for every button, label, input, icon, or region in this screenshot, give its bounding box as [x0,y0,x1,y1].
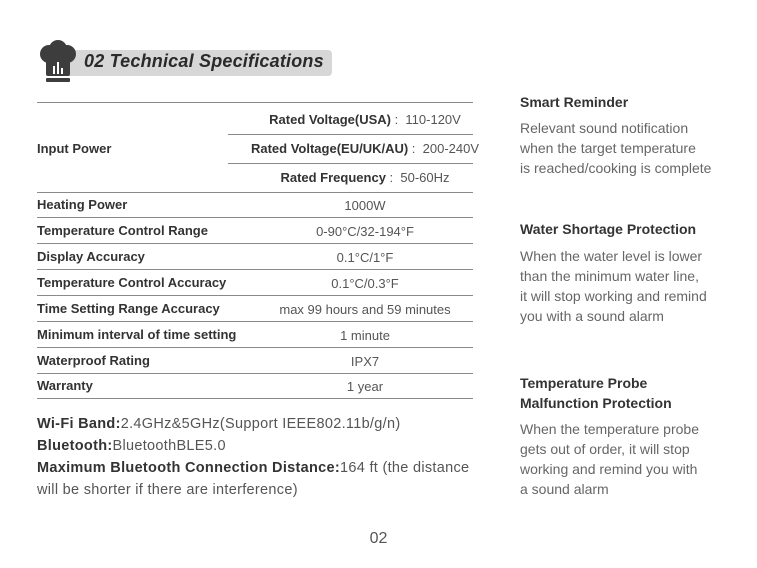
input-power-subrule [228,163,473,164]
section-title: 02 Technical Specifications [84,51,324,71]
spec-label: Time Setting Range Accuracy [37,301,220,316]
spec-value: max 99 hours and 59 minutes [279,302,451,317]
feature-line: Relevant sound notification [520,120,689,136]
feature-line: when the target temperature [520,140,696,156]
spec-row: Rated Voltage(USA) : 110-120V [269,112,461,127]
feature-line: gets out of order, it will stop [520,441,690,457]
spec-value: 1 minute [340,328,390,343]
bluetooth-label: Bluetooth: [37,438,113,454]
spec-label: Temperature Control Accuracy [37,275,227,290]
spec-label: Waterproof Rating [37,353,150,368]
spec-value: 1000W [344,198,386,213]
spec-row: Rated Frequency : 50-60Hz [280,170,450,185]
feature-title: Malfunction Protection [520,395,672,411]
spec-value: 1 year [346,379,384,394]
spec-key: Rated Voltage(EU/UK/AU) [250,141,409,156]
spec-value: 200-240V [422,141,480,156]
table-rule [37,347,473,348]
bluetooth-value: BluetoothBLE5.0 [112,438,226,454]
feature-body [520,118,720,178]
spec-label: Heating Power [37,197,128,212]
spec-value: 0.1°C/1°F [336,250,394,265]
feature-line: is reached/cooking is complete [520,160,712,176]
table-rule [37,243,473,244]
feature-line: working and remind you with [520,461,698,477]
wifi-band-value: 2.4GHz&5GHz(Support IEEE802.11b/g/n) [120,416,401,432]
table-rule [37,192,473,193]
table-rule [37,321,473,322]
spec-label: Warranty [37,378,93,393]
feature-line: When the water level is lower [520,248,703,264]
wifi-band [37,416,400,432]
feature-line: When the temperature probe [520,421,699,437]
chef-hat-icon [38,40,78,84]
spec-value: 110-120V [405,112,461,127]
bluetooth [37,438,226,454]
input-power-label: Input Power [37,141,112,156]
feature-line: you with a sound alarm [520,308,664,324]
bt-distance-value: 164 ft (the distance [340,460,470,476]
spec-key: Rated Voltage(USA) [269,112,391,127]
table-top-rule [37,102,473,103]
feature-line: than the minimum water line, [520,268,699,284]
spec-value: 0-90°C/32-194°F [316,224,414,239]
spec-label: Temperature Control Range [37,223,208,238]
table-rule [37,217,473,218]
feature-title: Water Shortage Protection [520,221,697,237]
input-power-subrule [228,134,473,135]
feature-body [520,246,720,326]
wifi-band-label: Wi-Fi Band: [37,416,121,432]
spec-row: Rated Voltage(EU/UK/AU) : 200-240V [250,141,480,156]
spec-key: Rated Frequency [280,170,386,185]
table-rule [37,269,473,270]
table-bottom-rule [37,398,473,399]
page-number: 02 [369,530,388,547]
bt-distance-cont: will be shorter if there are interference) [37,482,298,498]
feature-line: it will stop working and remind [520,288,707,304]
table-rule [37,295,473,296]
spec-label: Minimum interval of time setting [37,327,237,342]
spec-label: Display Accuracy [37,249,145,264]
feature-body [520,419,720,499]
feature-title: Temperature Probe [520,375,648,391]
spec-value: IPX7 [350,354,380,369]
bt-distance-label: Maximum Bluetooth Connection Distance: [37,460,341,476]
spec-value: 50-60Hz [400,170,450,185]
feature-title: Smart Reminder [520,94,629,110]
spec-value: 0.1°C/0.3°F [331,276,399,291]
table-rule [37,373,473,374]
feature-line: a sound alarm [520,481,609,497]
bt-distance [37,460,469,476]
